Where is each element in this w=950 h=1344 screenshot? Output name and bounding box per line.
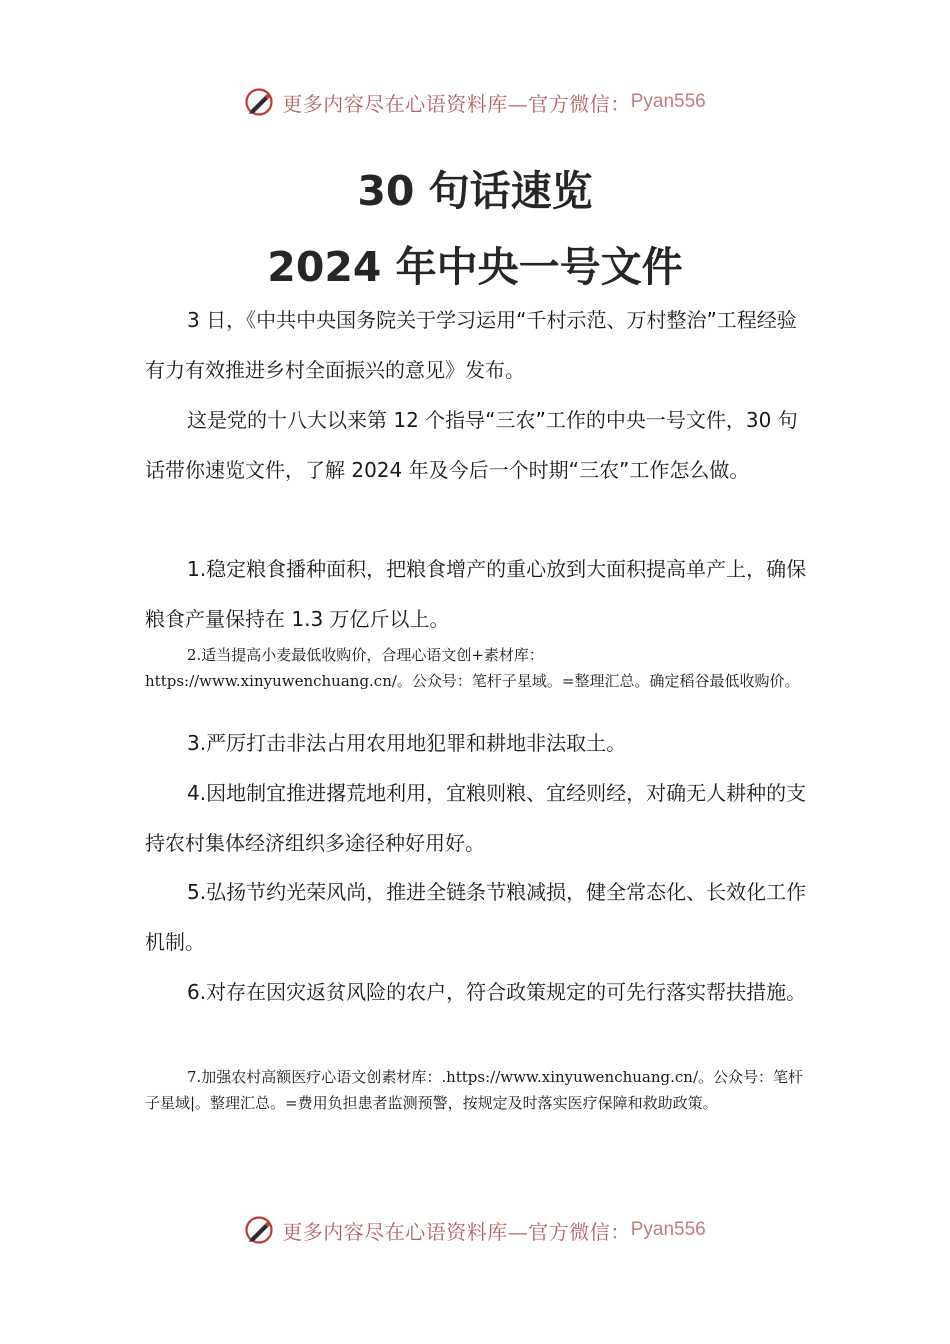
page-title-line2: 2024 年中央一号文件 [267,243,683,291]
wechat-id: Pyan556 [630,1219,706,1240]
footer-banner [0,1210,950,1250]
item-3: 3.严厉打击非法占用农用地犯罪和耕地非法取土。 [187,731,627,755]
item-5: 5.弘扬节约光荣风尚，推进全链条节粮减损，健全常态化、长效化工作机制。 [145,880,807,954]
item-6: 6.对存在因灾返贫风险的农户，符合政策规定的可先行落实帮扶措施。 [187,980,807,1004]
intro-paragraph-2: 这是党的十八大以来第 12 个指导“三农”工作的中央一号文件，30 句话带你速览文件，了解 2024 年及今后一个时期“三农”工作怎么做。 [145,408,798,482]
banner-text: 更多内容尽在心语资料库—官方微信： [282,1219,631,1244]
banner-text: 更多内容尽在心语资料库—官方微信： [282,91,631,116]
page-title-line1: 30 句话速览 [357,167,593,215]
item-4: 4.因地制宜推进撂荒地利用，宜粮则粮、宜经则经，对确无人耕种的支持农村集体经济组织多途径种好用好。 [145,781,807,855]
header-banner [0,82,950,122]
item-7: 7.加强农村高额医疗心语文创素材库：.https://www.xinyuwenchuang.cn/。公众号：笔杆子星域|。整理汇总。=费用负担患者监测预警，按规定及时落实医疗保障和救助政策。 [145,1068,804,1112]
pen-logo-icon [244,87,274,117]
pen-logo-icon [244,1215,274,1245]
item-2: 2.适当提高小麦最低收购价，合理心语文创+素材库：https://www.xinyuwenchuang.cn/。公众号：笔杆子星域。=整理汇总。确定稻谷最低收购价。 [145,646,800,690]
item-1: 1.稳定粮食播种面积，把粮食增产的重心放到大面积提高单产上，确保粮食产量保持在 1.3 万亿斤以上。 [145,557,807,631]
intro-paragraph-1: 3 日，《中共中央国务院关于学习运用“千村示范、万村整治”工程经验有力有效推进乡村全面振兴的意见》发布。 [145,308,797,382]
wechat-id: Pyan556 [630,91,706,112]
